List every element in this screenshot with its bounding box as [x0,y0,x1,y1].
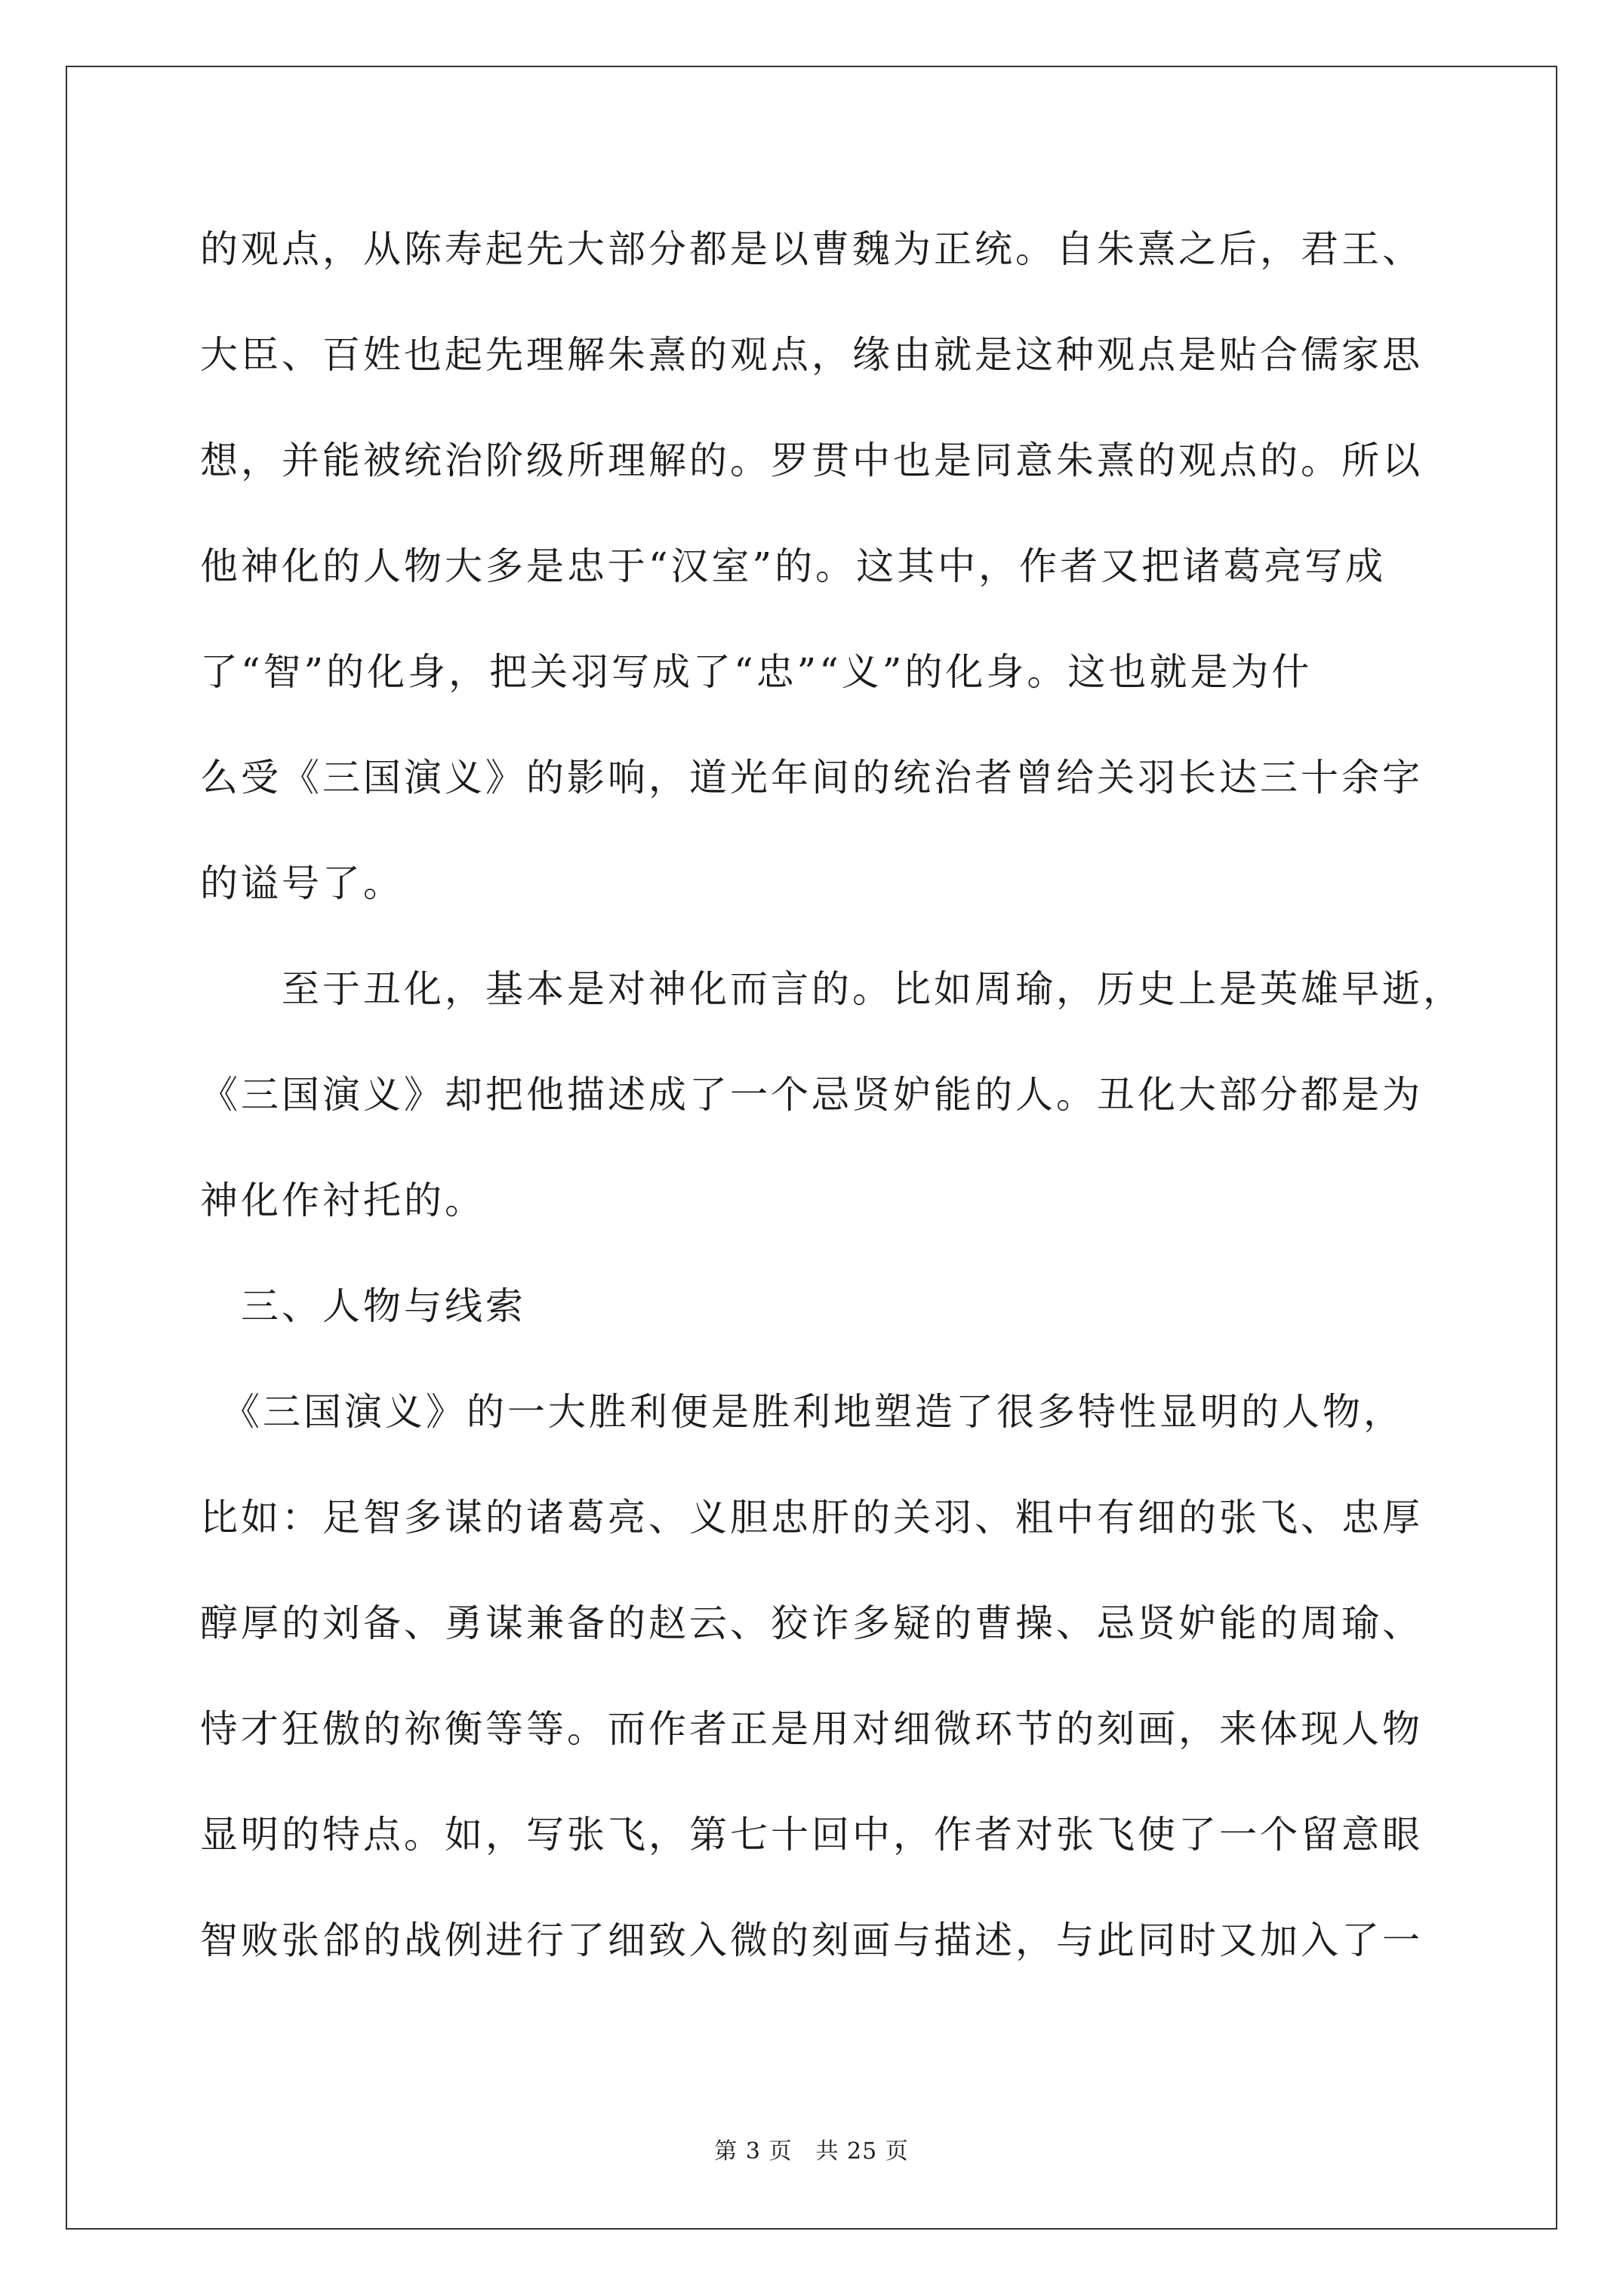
text-line-2: 大臣、百姓也起先理解朱熹的观点，缘由就是这种观点是贴合儒家思 [200,333,1423,377]
text-line-17: 智败张郃的战例进行了细致入微的刻画与描述，与此同时又加入了一 [200,1918,1423,1962]
page-border [66,66,1557,2230]
text-line-13: 比如：足智多谋的诸葛亮、义胆忠肝的关羽、粗中有细的张飞、忠厚 [200,1496,1423,1539]
text-line-3: 想，并能被统治阶级所理解的。罗贯中也是同意朱熹的观点的。所以 [200,439,1423,482]
text-line-12: 《三国演义》的一大胜利便是胜利地塑造了很多特性显明的人物， [200,1390,1404,1434]
text-line-4: 他神化的人物大多是忠于“汉室”的。这其中，作者又把诸葛亮写成 [200,544,1387,588]
text-line-5: 了“智”的化身，把关羽写成了“忠”“义”的化身。这也就是为什 [200,650,1313,694]
section-heading: 三、人物与线索 [200,1284,526,1328]
text-line-1: 的观点，从陈寿起先大部分都是以曹魏为正统。自朱熹之后，君王、 [200,227,1423,271]
text-line-16: 显明的特点。如，写张飞，第七十回中，作者对张飞使了一个留意眼 [200,1813,1423,1857]
page-number-footer: 第 3 页 共 25 页 [714,2138,909,2165]
text-line-14: 醇厚的刘备、勇谋兼备的赵云、狡诈多疑的曹操、忌贤妒能的周瑜、 [200,1601,1423,1645]
text-line-7: 的谥号了。 [200,861,404,905]
text-line-6: 么受《三国演义》的影响，道光年间的统治者曾给关羽长达三十余字 [200,756,1423,800]
text-line-9: 《三国演义》却把他描述成了一个忌贤妒能的人。丑化大部分都是为 [200,1073,1423,1117]
text-line-15: 恃才狂傲的祢衡等等。而作者正是用对细微环节的刻画，来体现人物 [200,1707,1423,1751]
text-line-8: 至于丑化，基本是对神化而言的。比如周瑜，历史上是英雄早逝， [200,967,1464,1011]
text-line-10: 神化作衬托的。 [200,1179,485,1222]
